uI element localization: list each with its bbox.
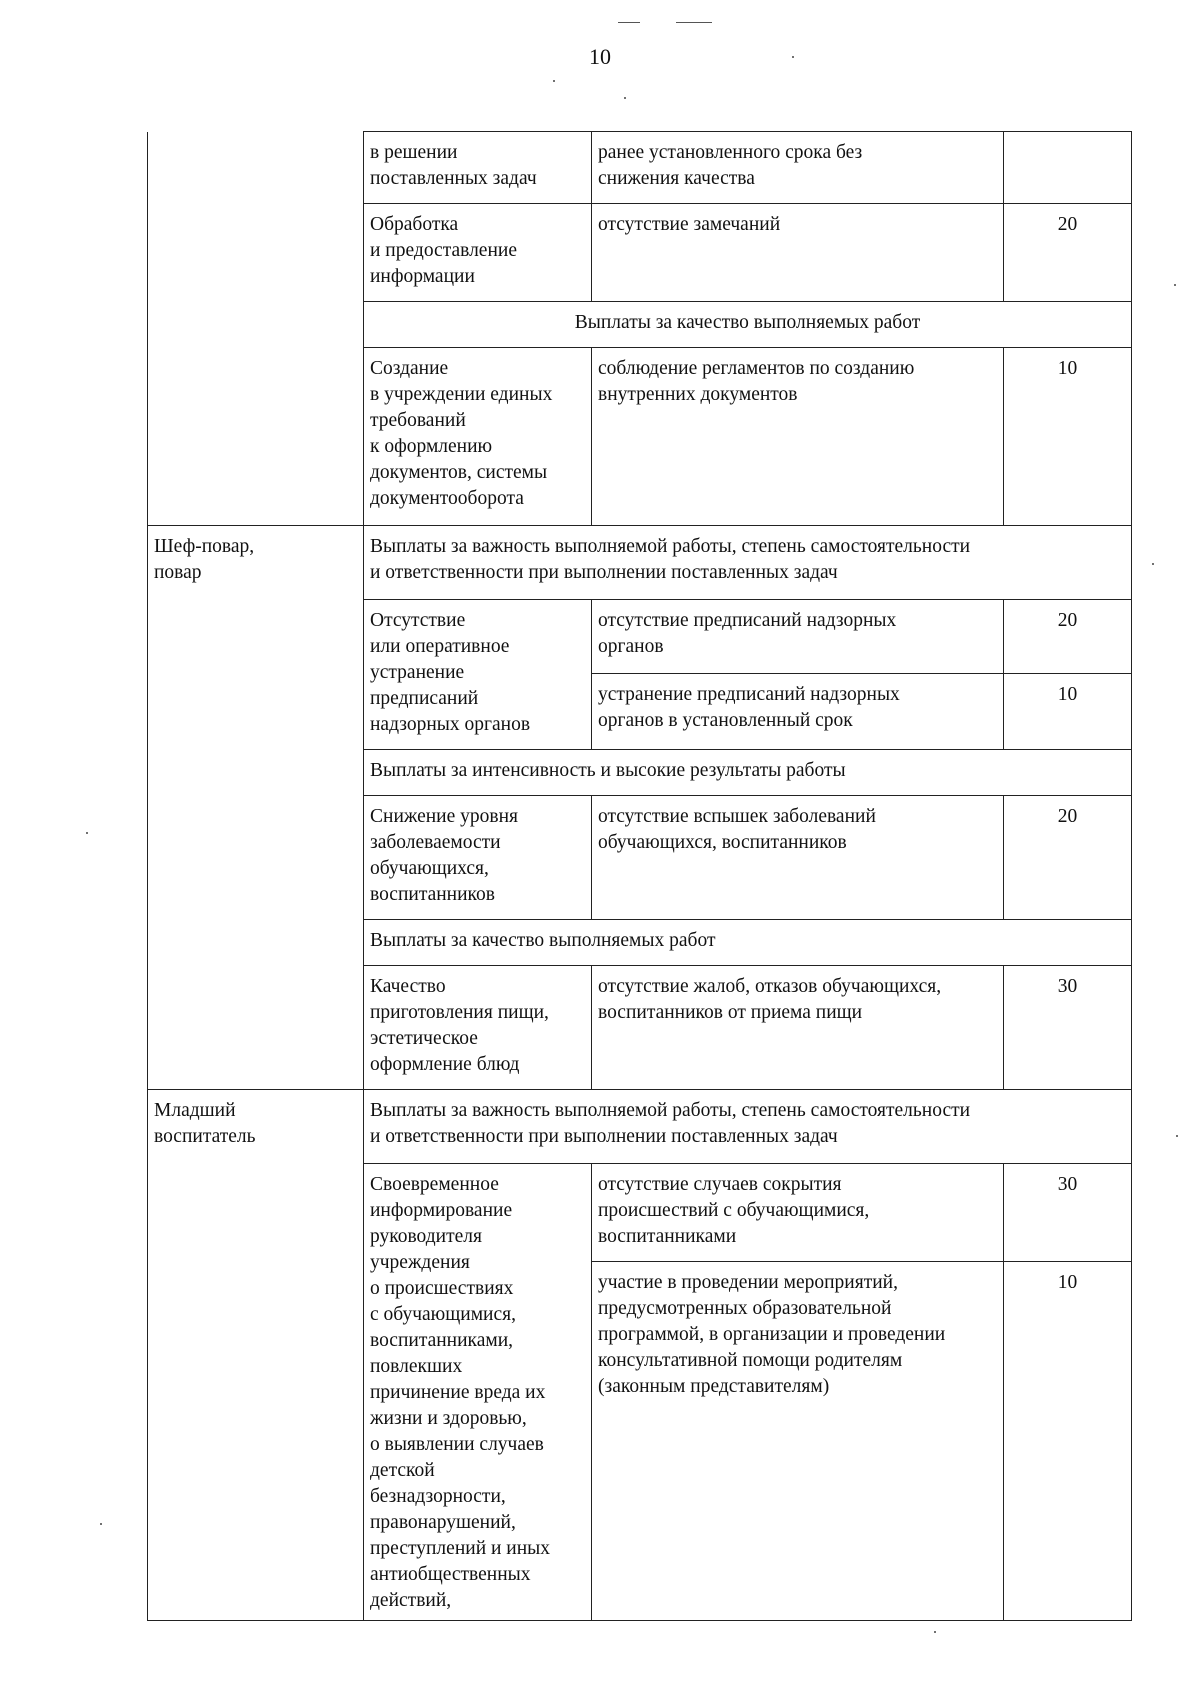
scan-artifact bbox=[1176, 1135, 1178, 1137]
section-heading: Выплаты за интенсивность и высокие результаты работы bbox=[364, 750, 1132, 796]
scan-artifact bbox=[624, 97, 626, 99]
scan-artifact bbox=[100, 1523, 102, 1525]
criterion-cell: в решении поставленных задач bbox=[364, 132, 592, 204]
section-row bbox=[148, 1090, 1132, 1164]
points-cell bbox=[1004, 132, 1132, 204]
section-heading: Выплаты за качество выполняемых работ bbox=[364, 302, 1132, 348]
table-row bbox=[148, 132, 1132, 204]
criterion-cell: Качество приготовления пищи, эстетическое оформление блюд bbox=[364, 966, 592, 1090]
scan-artifact bbox=[553, 80, 555, 82]
indicator-cell: отсутствие вспышек заболеваний обучающихся, воспитанников bbox=[592, 796, 1004, 920]
points-cell: 20 bbox=[1004, 796, 1132, 920]
indicator-cell: отсутствие замечаний bbox=[592, 204, 1004, 302]
section-row bbox=[148, 526, 1132, 600]
scan-artifact bbox=[1152, 563, 1154, 565]
scan-artifact bbox=[934, 1631, 936, 1633]
scan-artifact bbox=[676, 22, 712, 23]
points-cell: 10 bbox=[1004, 674, 1132, 750]
points-cell: 10 bbox=[1004, 348, 1132, 526]
indicator-cell: ранее установленного срока без снижения качества bbox=[592, 132, 1004, 204]
indicator-cell: отсутствие предписаний надзорных органов bbox=[592, 600, 1004, 674]
position-cell: Младший воспитатель bbox=[148, 1090, 364, 1621]
points-cell: 10 bbox=[1004, 1262, 1132, 1621]
criterion-cell: Снижение уровня заболеваемости обучающихся, воспитанников bbox=[364, 796, 592, 920]
indicator-cell: соблюдение регламентов по созданию внутренних документов bbox=[592, 348, 1004, 526]
criterion-cell: Обработка и предоставление информации bbox=[364, 204, 592, 302]
points-cell: 20 bbox=[1004, 600, 1132, 674]
criterion-cell: Создание в учреждении единых требований к оформлению документов, системы документооборота bbox=[364, 348, 592, 526]
section-heading: Выплаты за важность выполняемой работы, степень самостоятельности и ответственности при выполнении поставленных задач bbox=[364, 526, 1132, 600]
criterion-cell: Отсутствие или оперативное устранение предписаний надзорных органов bbox=[364, 600, 592, 750]
page-number: 10 bbox=[589, 44, 611, 69]
section-heading: Выплаты за качество выполняемых работ bbox=[364, 920, 1132, 966]
indicator-cell: устранение предписаний надзорных органов в установленный срок bbox=[592, 674, 1004, 750]
points-cell: 30 bbox=[1004, 1164, 1132, 1262]
points-cell: 30 bbox=[1004, 966, 1132, 1090]
indicator-cell: отсутствие жалоб, отказов обучающихся, воспитанников от приема пищи bbox=[592, 966, 1004, 1090]
section-heading: Выплаты за важность выполняемой работы, степень самостоятельности и ответственности при выполнении поставленных задач bbox=[364, 1090, 1132, 1164]
scan-artifact bbox=[618, 22, 640, 23]
position-cell bbox=[148, 132, 364, 526]
scan-artifact bbox=[792, 56, 794, 58]
points-cell: 20 bbox=[1004, 204, 1132, 302]
indicator-cell: отсутствие случаев сокрытия происшествий с обучающимися, воспитанниками bbox=[592, 1164, 1004, 1262]
scan-artifact bbox=[86, 832, 88, 834]
criteria-table bbox=[147, 131, 1132, 1621]
indicator-cell: участие в проведении мероприятий, предусмотренных образовательной программой, в организации и проведении консультативной помощи родителям (законным представителям) bbox=[592, 1262, 1004, 1621]
scan-artifact bbox=[1174, 284, 1176, 286]
criterion-cell: Своевременное информирование руководителя учреждения о происшествиях с обучающимися, воспитанниками, повлекших причинение вреда их жизни и здоровью, о выявлении случаев детской безнадзорности, правонарушений, преступлений и иных антиобщественных действий, bbox=[364, 1164, 592, 1621]
position-cell: Шеф-повар, повар bbox=[148, 526, 364, 1090]
